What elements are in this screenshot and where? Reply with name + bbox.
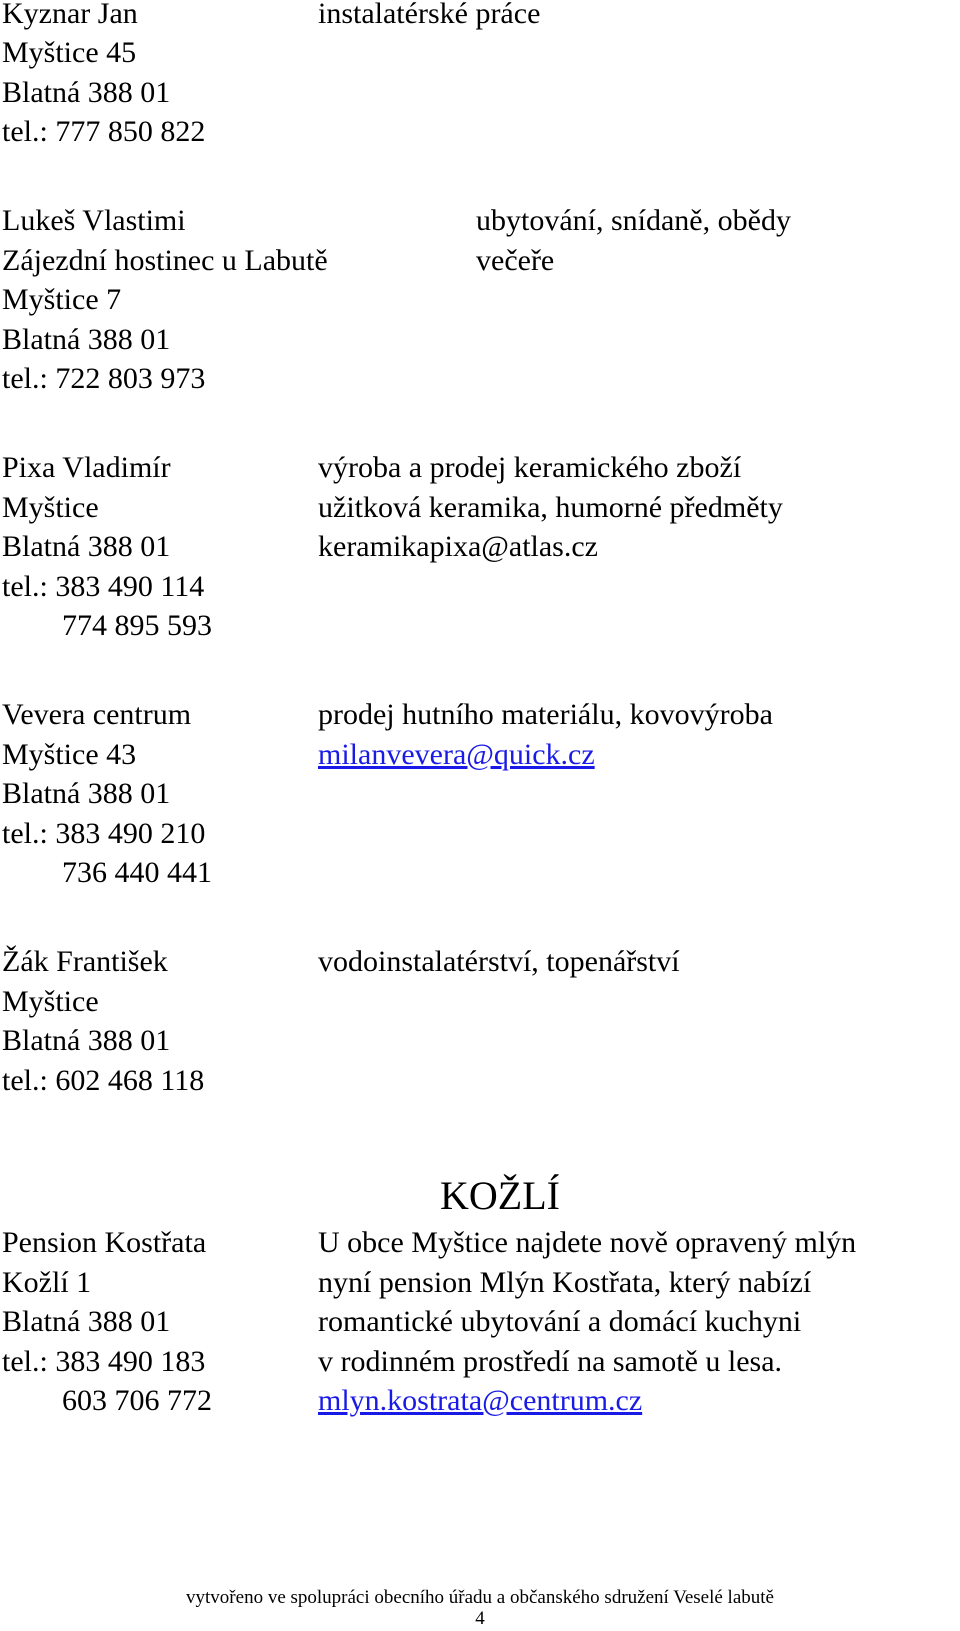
- entry-description: romantické ubytování a domácí kuchyni: [318, 1305, 802, 1338]
- entry-phone-secondary: 736 440 441: [62, 856, 212, 889]
- email-link[interactable]: milanvevera@quick.cz: [318, 738, 595, 771]
- entry-phone: tel.: 722 803 973: [2, 362, 206, 395]
- entry-phone-secondary: 603 706 772: [62, 1384, 212, 1417]
- entry-description: U obce Myštice najdete nově opravený mlýn: [318, 1226, 857, 1259]
- entry-name: Vevera centrum: [2, 698, 192, 731]
- entry-name: Pixa Vladimír: [2, 451, 171, 484]
- entry-address: Myštice 45: [2, 36, 137, 69]
- entry-address: Myštice: [2, 985, 99, 1018]
- entry-address: Myštice 43: [2, 738, 137, 771]
- entry-description: instalatérské práce: [318, 0, 541, 30]
- entry-name: Žák František: [2, 945, 168, 978]
- entry-phone: tel.: 383 490 114: [2, 570, 205, 603]
- entry-business: Zájezdní hostinec u Labutě: [2, 244, 328, 277]
- entry-description: večeře: [476, 244, 555, 277]
- entry-address: Myštice 7: [2, 283, 122, 316]
- email-link[interactable]: mlyn.kostrata@centrum.cz: [318, 1384, 643, 1417]
- entry-description: v rodinném prostředí na samotě u lesa.: [318, 1345, 783, 1378]
- section-heading: KOŽLÍ: [440, 1173, 560, 1218]
- entry-city: Blatná 388 01: [2, 323, 171, 356]
- entry-name: Kyznar Jan: [2, 0, 138, 30]
- entry-phone: tel.: 602 468 118: [2, 1064, 205, 1097]
- entry-address: Myštice: [2, 491, 99, 524]
- entry-city: Blatná 388 01: [2, 1305, 171, 1338]
- entry-city: Blatná 388 01: [2, 530, 171, 563]
- entry-phone: tel.: 383 490 210: [2, 817, 206, 850]
- entry-address: Kožlí 1: [2, 1266, 92, 1299]
- entry-description: nyní pension Mlýn Kostřata, který nabízí: [318, 1266, 812, 1299]
- entry-description: vodoinstalatérství, topenářství: [318, 945, 680, 978]
- entry-name: Lukeš Vlastimi: [2, 204, 186, 237]
- entry-phone: tel.: 777 850 822: [2, 115, 206, 148]
- entry-email: keramikapixa@atlas.cz: [318, 530, 598, 563]
- page-number: 4: [475, 1608, 485, 1629]
- entry-city: Blatná 388 01: [2, 777, 171, 810]
- entry-description: užitková keramika, humorné předměty: [318, 491, 783, 524]
- entry-description: ubytování, snídaně, obědy: [476, 204, 791, 237]
- entry-name: Pension Kostřata: [2, 1226, 207, 1259]
- entry-city: Blatná 388 01: [2, 1024, 171, 1057]
- entry-phone: tel.: 383 490 183: [2, 1345, 206, 1378]
- entry-city: Blatná 388 01: [2, 76, 171, 109]
- entry-phone-secondary: 774 895 593: [62, 609, 212, 642]
- entry-description: výroba a prodej keramického zboží: [318, 451, 742, 484]
- entry-description: prodej hutního materiálu, kovovýroba: [318, 698, 773, 731]
- footer-text: vytvořeno ve spolupráci obecního úřadu a občanského sdružení Veselé labutě: [186, 1587, 774, 1608]
